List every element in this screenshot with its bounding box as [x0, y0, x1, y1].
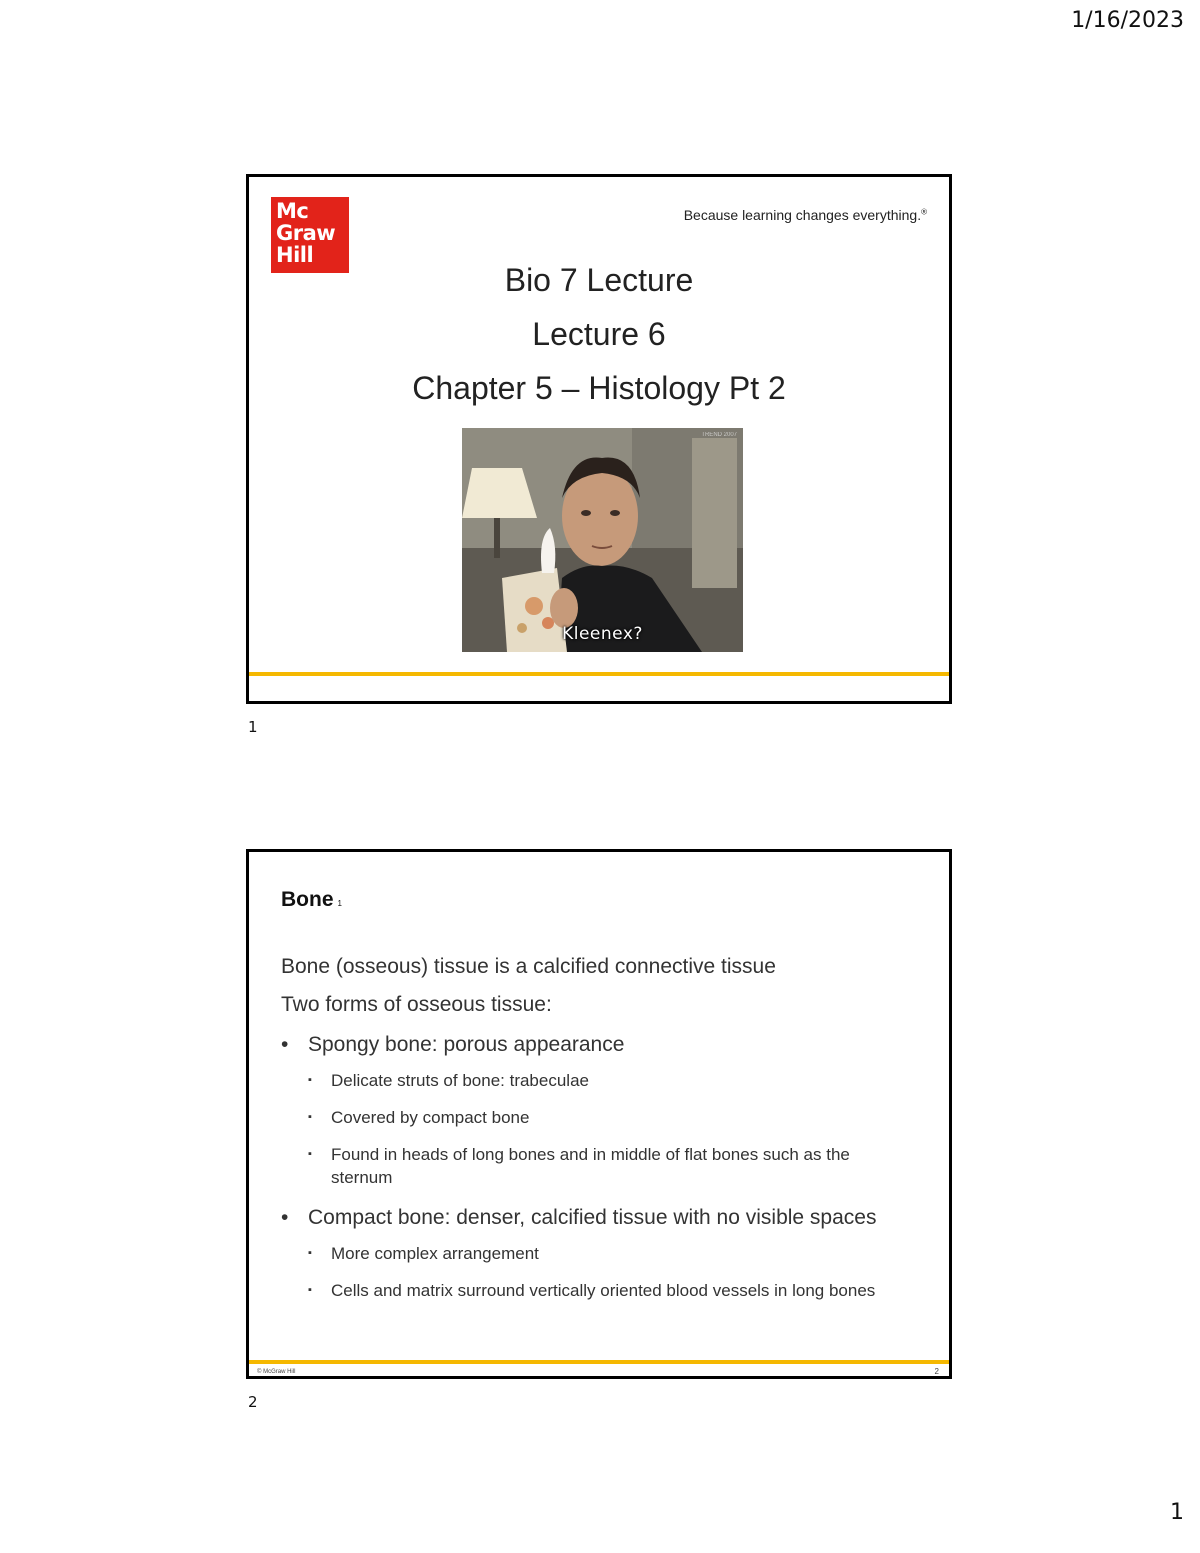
- slide-1-number: 1: [248, 718, 258, 736]
- accent-bar: [249, 1360, 949, 1364]
- gif-watermark: TREND 2007: [701, 432, 737, 438]
- slide-body: [281, 954, 911, 1316]
- kleenex-gif-image: [462, 428, 743, 652]
- page-number: 1: [1170, 1500, 1184, 1525]
- slide-2-number: 2: [248, 1393, 258, 1411]
- logo-line-1: Mc: [276, 199, 309, 223]
- logo-line-3: Hill: [276, 243, 314, 267]
- intro-line-2: Two forms of osseous tissue:: [281, 993, 552, 1016]
- sub-bullet: ▪ Cells and matrix surround vertically oriented blood vessels in long bones: [281, 1279, 911, 1302]
- title-line-2: Lecture 6: [532, 316, 666, 352]
- slide-title: [249, 253, 949, 415]
- bullet-spongy-bone: • Spongy bone: porous appearance: [281, 1030, 911, 1059]
- sub-bullet: ▪ Found in heads of long bones and in middle of flat bones such as the sternum: [281, 1143, 911, 1189]
- slide-footer-number: 2: [934, 1367, 939, 1376]
- accent-bar: [249, 672, 949, 676]
- intro-line-1: Bone (osseous) tissue is a calcified connective tissue: [281, 955, 776, 978]
- slide-1: [246, 174, 952, 704]
- gif-caption: Kleenex?: [562, 624, 643, 644]
- title-line-3: Chapter 5 – Histology Pt 2: [412, 370, 786, 406]
- heading-subscript: 1: [337, 899, 342, 908]
- copyright-footer: © McGraw Hill: [257, 1369, 296, 1375]
- logo-line-2: Graw: [276, 221, 336, 245]
- sub-bullet: ▪ Delicate struts of bone: trabeculae: [281, 1069, 911, 1092]
- sub-bullet: ▪ More complex arrangement: [281, 1242, 911, 1265]
- slide-heading: [281, 888, 342, 912]
- title-line-1: Bio 7 Lecture: [504, 262, 694, 298]
- registered-mark: ®: [921, 207, 927, 217]
- heading-text: Bone: [281, 888, 334, 911]
- sub-bullet: ▪ Covered by compact bone: [281, 1106, 911, 1129]
- bullet-compact-bone: • Compact bone: denser, calcified tissue with no visible spaces: [281, 1203, 911, 1232]
- tagline-text: Because learning changes everything.: [683, 207, 922, 223]
- page-date: 1/16/2023: [1071, 8, 1184, 33]
- slide-2: [246, 849, 952, 1379]
- tagline: [684, 207, 927, 223]
- gif-illustration: [462, 428, 743, 652]
